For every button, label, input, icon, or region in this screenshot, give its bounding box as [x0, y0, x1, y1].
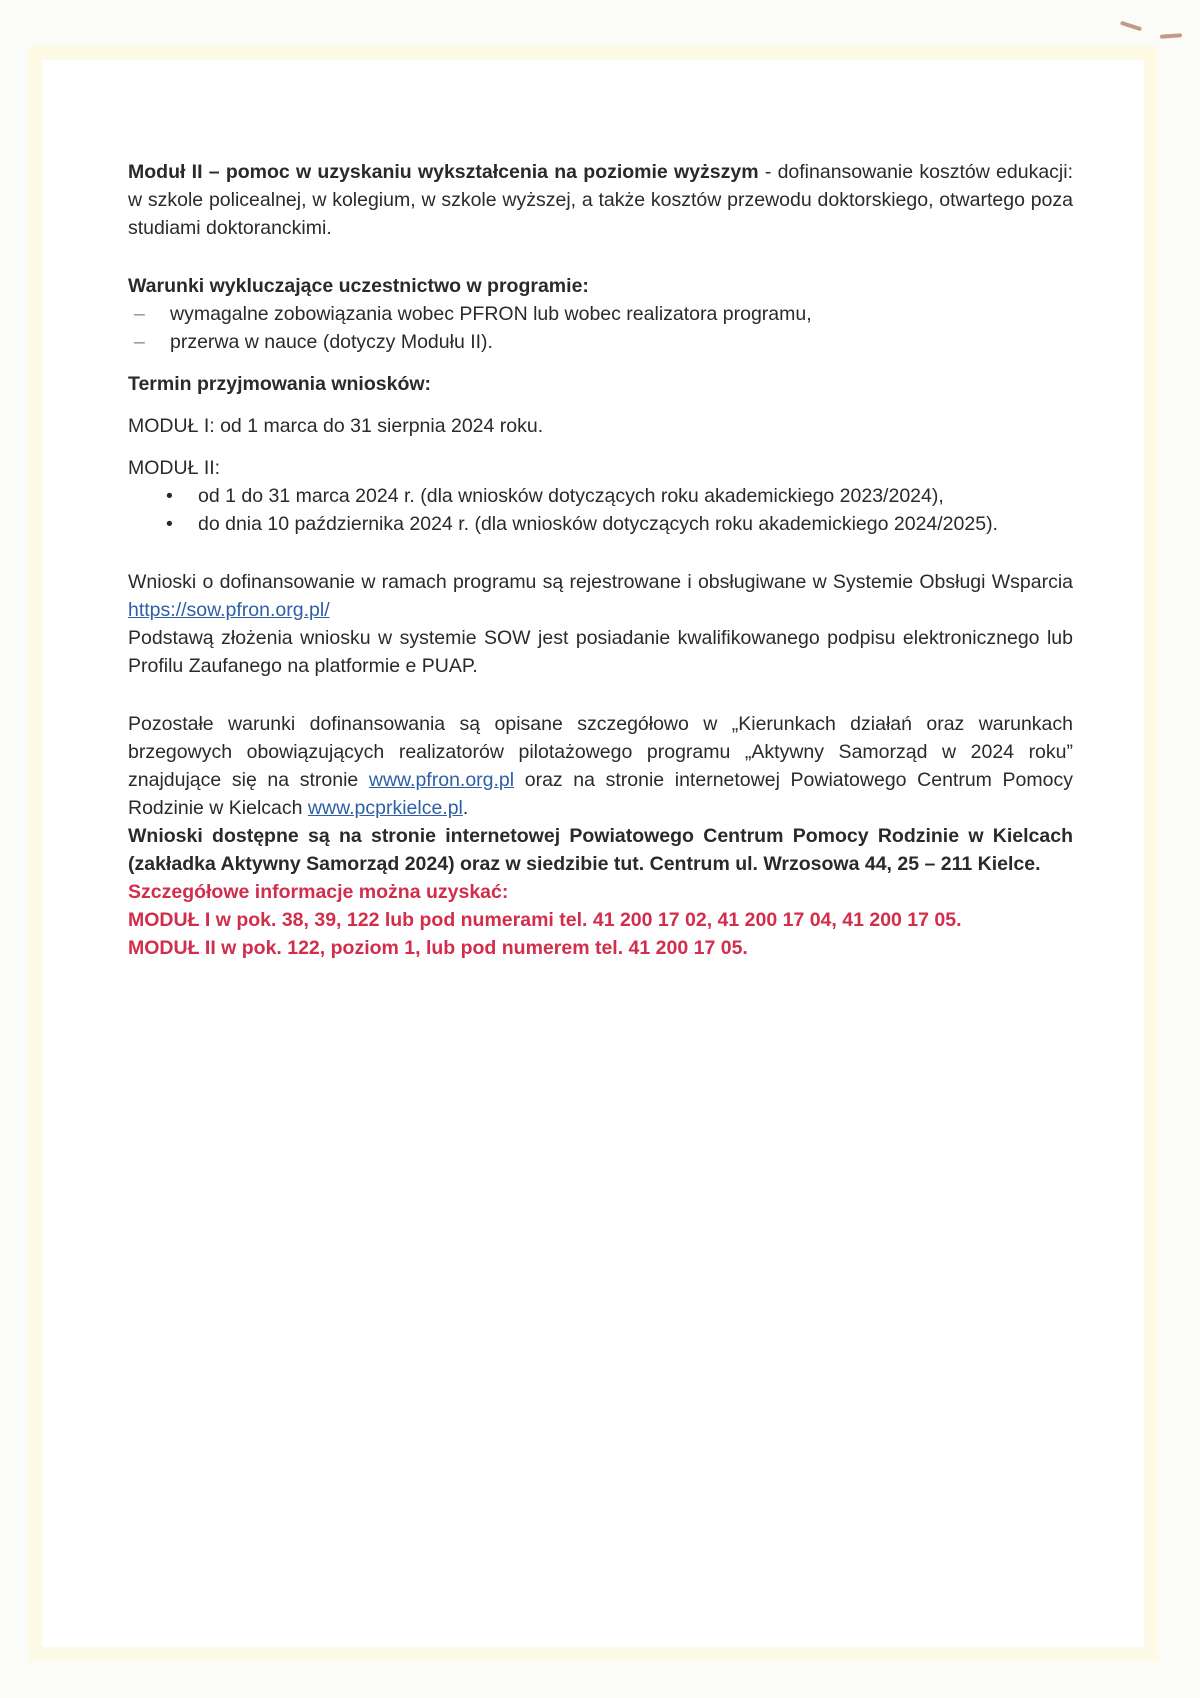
sow-link[interactable]: https://sow.pfron.org.pl/ [128, 599, 330, 621]
module2-title: Moduł II – pomoc w uzyskaniu wykształcenia na poziomie wyższym [128, 161, 759, 183]
availability-text: Wnioski dostępne są na stronie internetowej Powiatowego Centrum Pomocy Rodzinie w Kielcach (zakładka Aktywny Samorząd 2024) oraz w siedzibie tut. Centrum ul. Wrzosowa 44, 25 – 211 Kielce. [128, 825, 1073, 875]
availability-paragraph [128, 822, 1073, 878]
document-content [128, 158, 1073, 962]
signature-requirement: Podstawą złożenia wniosku w systemie SOW jest posiadanie kwalifikowanego podpisu elektronicznego lub Profilu Zaufanego na platformie e PUAP. [128, 627, 1073, 677]
list-item: – przerwa w nauce (dotyczy Modułu II). [128, 328, 1073, 356]
exclusions-heading: Warunki wykluczające uczestnictwo w programie: [128, 275, 589, 297]
conditions-text: . [462, 797, 469, 819]
conditions-paragraph [128, 710, 1073, 822]
pcpr-link[interactable]: www.pcprkielce.pl [307, 797, 463, 819]
conditions-text: Pozostałe warunki dofinansowania są opisane szczegółowo w „Kierunkach działań oraz warunkach brzegowych obowiązujących realizatorów pilotażowego programu „Aktywny Samorząd w 2024 roku” znajdujące się na stronie [128, 713, 1073, 791]
pfron-link[interactable]: www.pfron.org.pl [368, 769, 515, 791]
deadline-module1: MODUŁ I: od 1 marca do 31 sierpnia 2024 roku. [128, 415, 544, 437]
list-item: • od 1 do 31 marca 2024 r. (dla wniosków dotyczących roku akademickiego 2023/2024), [128, 482, 1073, 510]
contact-module2: MODUŁ II w pok. 122, poziom 1, lub pod numerem tel. 41 200 17 05. [128, 937, 748, 959]
system-text: Wnioski o dofinansowanie w ramach programu są rejestrowane i obsługiwane w Systemie Obsługi Wsparcia [128, 571, 1073, 593]
deadline-module2-list [128, 482, 1073, 538]
deadlines-heading: Termin przyjmowania wniosków: [128, 373, 432, 395]
contact-module1: MODUŁ I w pok. 38, 39, 122 lub pod numerami tel. 41 200 17 02, 41 200 17 04, 41 200 17 05. [128, 909, 962, 931]
module2-description [128, 158, 1073, 242]
list-item: • do dnia 10 października 2024 r. (dla wniosków dotyczących roku akademickiego 2024/2025). [128, 510, 1073, 538]
deadline-module2-label: MODUŁ II: [128, 457, 221, 479]
exclusions-list [128, 300, 1073, 356]
contact-heading: Szczegółowe informacje można uzyskać: [128, 881, 509, 903]
scan-artifact-mark [1160, 33, 1182, 39]
system-paragraph [128, 568, 1073, 624]
scan-artifact-mark [1120, 21, 1142, 32]
conditions-text: oraz na stronie internetowej Powiatowego Centrum Pomocy Rodzinie w Kielcach [128, 769, 1073, 819]
list-item: – wymagalne zobowiązania wobec PFRON lub wobec realizatora programu, [128, 300, 1073, 328]
module2-text: - dofinansowanie kosztów edukacji: w szkole policealnej, w kolegium, w szkole wyższej, a także kosztów przewodu doktorskiego, otwartego poza studiami doktoranckimi. [128, 161, 1073, 239]
